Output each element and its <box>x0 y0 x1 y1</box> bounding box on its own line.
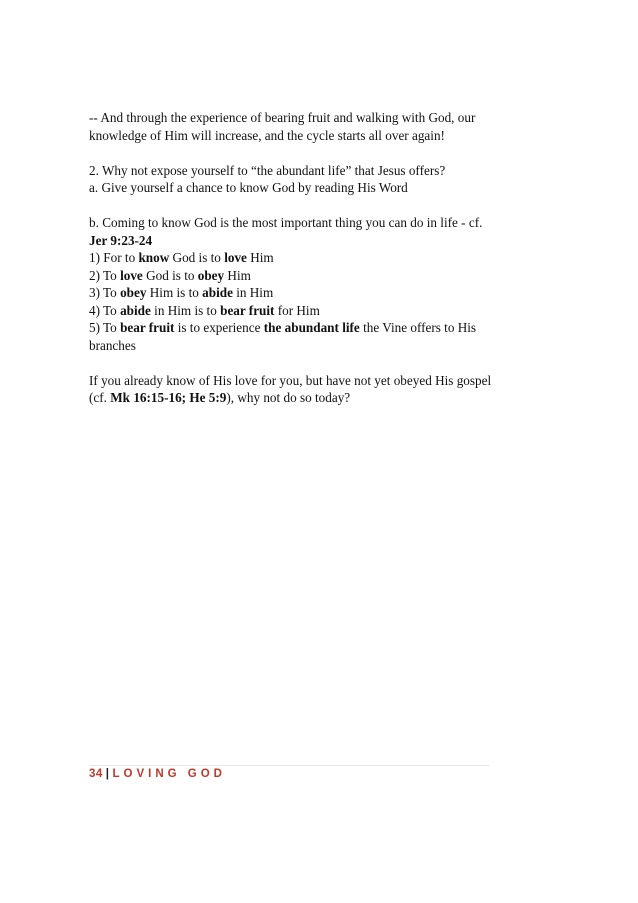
list-bold: love <box>120 267 143 283</box>
list-text: Him is to <box>146 285 203 300</box>
list-text: in Him is to <box>150 302 221 318</box>
closing-line-2 <box>89 389 499 407</box>
closing-text: (cf. <box>89 390 111 405</box>
footer-separator: | <box>105 768 110 780</box>
spacer <box>89 354 499 372</box>
page-footer <box>89 768 226 780</box>
list-bold: the abundant life <box>263 320 360 335</box>
list-text: the Vine offers to His <box>359 320 477 335</box>
list-text: is to experience <box>174 320 264 335</box>
list-item-5 <box>89 319 499 337</box>
point-2b: b. Coming to know God is the most important thing you can do in life - cf. <box>89 215 483 230</box>
paragraph-line: -- And through the experience of bearing fruit and walking with God, our <box>89 110 476 125</box>
list-bold: know <box>138 250 170 265</box>
book-title: LOVING GOD <box>112 768 226 780</box>
list-text: Him <box>246 250 274 265</box>
page-number: 34 <box>89 768 103 780</box>
list-text: 5) To <box>89 320 121 335</box>
list-item-4 <box>89 302 499 320</box>
point-2a: a. Give yourself a chance to know God by reading His Word <box>89 180 408 195</box>
list-text: in Him <box>232 285 274 300</box>
list-bold: love <box>224 250 247 265</box>
list-text: for Him <box>274 302 320 318</box>
footer-divider <box>89 765 489 766</box>
list-text: Him <box>224 267 251 283</box>
list-text: God is to <box>169 250 225 265</box>
list-text: 3) To <box>89 285 121 300</box>
list-bold: bear fruit <box>120 320 175 335</box>
list-item-5-continued: branches <box>89 337 136 353</box>
list-item-1 <box>89 249 499 267</box>
closing-line: If you already know of His love for you, but have not yet obeyed His gospel <box>89 372 492 388</box>
list-bold: abide <box>202 285 233 300</box>
list-text: God is to <box>142 267 198 283</box>
list-bold: abide <box>120 302 151 318</box>
list-bold: bear fruit <box>220 302 275 318</box>
closing-references: Mk 16:15-16; He 5:9 <box>110 390 227 405</box>
list-item-3 <box>89 284 499 302</box>
scripture-reference <box>89 232 499 250</box>
paragraph-line: knowledge of Him will increase, and the cycle starts all over again! <box>89 127 445 143</box>
list-bold: obey <box>120 285 147 300</box>
spacer <box>89 144 499 162</box>
list-item-2 <box>89 267 499 285</box>
list-text: 4) To <box>89 302 121 318</box>
list-text: 1) For to <box>89 250 139 265</box>
scripture-reference-text: Jer 9:23-24 <box>89 232 153 248</box>
page-body <box>89 109 499 407</box>
spacer <box>89 197 499 215</box>
point-2-heading: 2. Why not expose yourself to “the abundant life” that Jesus offers? <box>89 162 446 178</box>
closing-text: ), why not do so today? <box>226 390 351 405</box>
list-text: 2) To <box>89 267 121 283</box>
list-bold: obey <box>197 267 225 283</box>
